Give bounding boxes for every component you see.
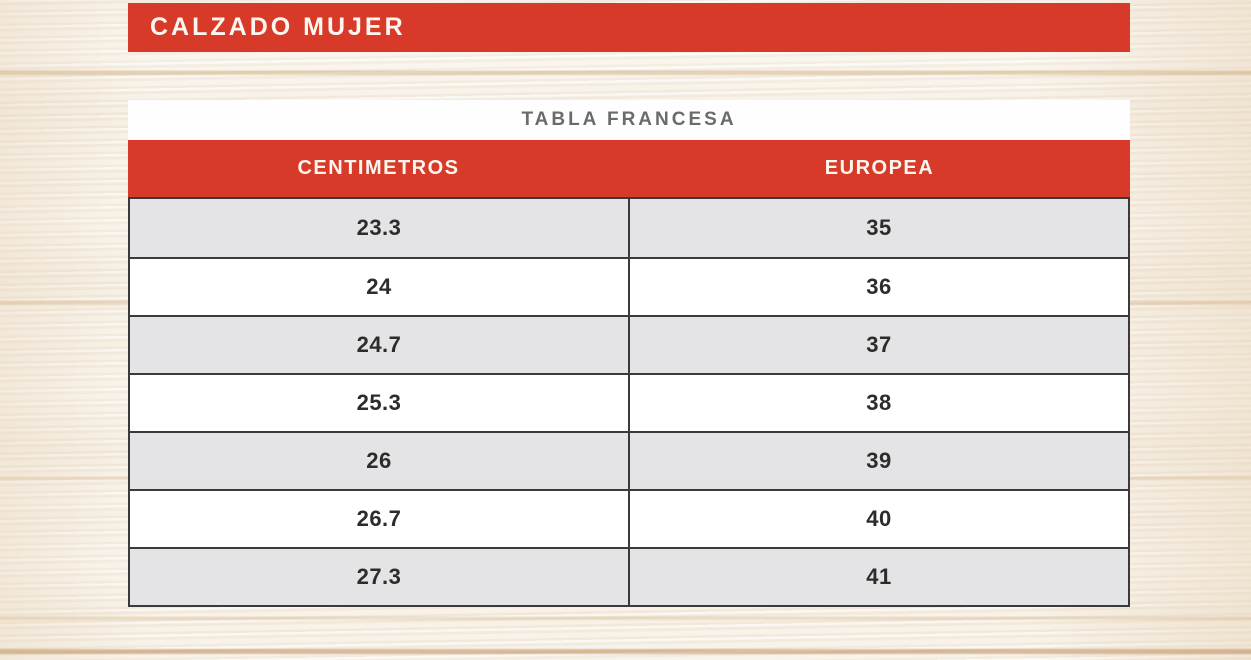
table-cell: 35 (866, 215, 892, 240)
table-title-band (128, 100, 1130, 140)
table-cell: 27.3 (130, 549, 630, 605)
table-row (130, 373, 1128, 431)
table-header-row (128, 140, 1130, 197)
table-body (128, 197, 1130, 607)
table-row (130, 431, 1128, 489)
size-conversion-table (128, 100, 1130, 607)
table-cell: 23.3 (130, 199, 630, 257)
table-cell: 26 (130, 433, 630, 489)
table-cell: 40 (866, 506, 892, 531)
table-cell: 41 (866, 564, 892, 589)
table-row (130, 547, 1128, 605)
table-cell: 36 (866, 274, 892, 299)
table-title: TABLA FRANCESA (521, 109, 737, 130)
table-cell: 38 (866, 390, 892, 415)
table-cell: 25.3 (130, 375, 630, 431)
table-row (130, 315, 1128, 373)
table-cell: 39 (866, 448, 892, 473)
column-header-centimetros: CENTIMETROS (297, 157, 460, 179)
table-cell: 24 (130, 259, 630, 315)
table-row (130, 257, 1128, 315)
category-banner (128, 3, 1130, 52)
table-row (130, 489, 1128, 547)
column-header-europea: EUROPEA (824, 157, 935, 179)
table-cell: 37 (866, 332, 892, 357)
table-row (130, 199, 1128, 257)
table-cell: 26.7 (130, 491, 630, 547)
table-cell: 24.7 (130, 317, 630, 373)
category-banner-title: CALZADO MUJER (150, 13, 406, 41)
